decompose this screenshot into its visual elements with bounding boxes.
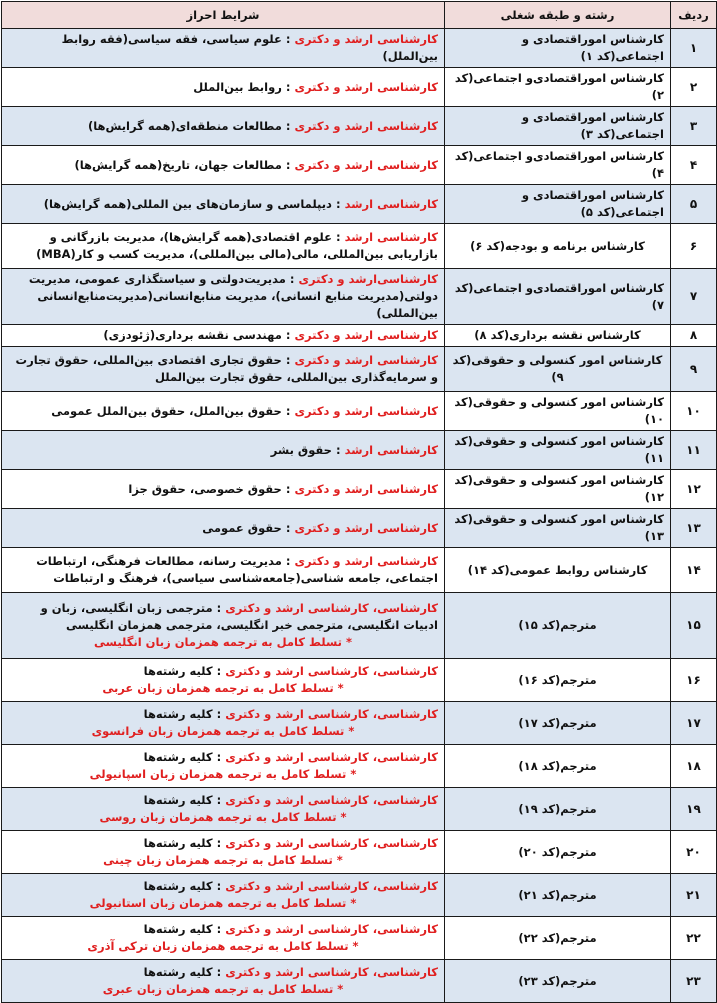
job-title: کارشناس برنامه و بودجه(کد ۶) — [445, 224, 671, 269]
separator: : — [331, 230, 345, 244]
table-row — [2, 702, 717, 745]
field-of-study: مهندسی نقشه برداری(ژئودزی) — [103, 328, 282, 342]
row-number: ۱۰ — [671, 392, 717, 431]
separator: : — [212, 750, 226, 764]
requirements-cell — [2, 874, 445, 917]
field-of-study: حقوق عمومی — [202, 520, 282, 535]
row-number: ۶ — [671, 224, 717, 269]
job-title: مترجم(کد ۱۶) — [445, 659, 671, 702]
requirements-cell — [2, 29, 445, 68]
job-title: کارشناس امور کنسولی و حقوقی(کد ۱۱) — [445, 431, 671, 470]
degree-level: کارشناسی ارشد — [344, 442, 438, 457]
requirements-cell — [2, 960, 445, 1003]
row-number: ۱۱ — [671, 431, 717, 470]
row-number: ۹ — [671, 347, 717, 392]
language-requirement-note: * تسلط کامل به ترجمه همزمان زبان روسی — [99, 810, 347, 824]
field-of-study: حقوق تجاری اقتصادی بین‌المللی، حقوق تجارت و سرمایه‌گذاری بین‌المللی، حقوق تجارت بین‌الملل — [15, 353, 438, 384]
table-row — [2, 917, 717, 960]
degree-level: کارشناسی ارشد و دکتری — [294, 118, 438, 133]
degree-level: کارشناسی ارشد و دکتری — [294, 157, 438, 172]
job-title: مترجم(کد ۱۷) — [445, 702, 671, 745]
table-row — [2, 107, 717, 146]
table-row — [2, 659, 717, 702]
field-of-study: کلیه رشته‌ها — [143, 965, 213, 979]
degree-level: کارشناسی، کارشناسی ارشد و دکتری — [225, 601, 438, 615]
degree-level: کارشناسی ارشد و دکتری — [294, 79, 438, 94]
row-number: ۲ — [671, 68, 717, 107]
field-of-study: مترجمی زبان انگلیسی، زبان و ادبیات انگلیسی، مترجمی خبر انگلیسی، مترجمی همزمان انگلیسی — [40, 601, 438, 632]
requirements-cell — [2, 347, 445, 392]
separator: : — [212, 793, 226, 807]
field-of-study: مدیریت‌دولتی و سیاستگذاری عمومی، مدیریت دولتی(مدیریت منابع انسانی)، مدیریت منابع‌انسانی(مدیریت‌منابع‌انسانی بین‌المللی) — [28, 272, 438, 320]
separator: : — [281, 520, 295, 535]
language-requirement-note: * تسلط کامل به ترجمه همزمان زبان ترکی آذری — [87, 939, 359, 953]
row-number: ۱۲ — [671, 470, 717, 509]
job-title: کارشناس امور کنسولی و حقوقی(کد ۹) — [445, 347, 671, 392]
job-title: مترجم(کد ۱۵) — [445, 593, 671, 659]
job-title: مترجم(کد ۱۹) — [445, 788, 671, 831]
field-of-study: حقوق بین‌الملل، حقوق بین‌الملل عمومی — [51, 403, 282, 418]
requirements-cell — [2, 431, 445, 470]
separator: : — [212, 965, 226, 979]
separator: : — [281, 157, 295, 172]
row-number: ۴ — [671, 146, 717, 185]
separator: : — [331, 442, 345, 457]
row-number: ۲۲ — [671, 917, 717, 960]
separator: : — [212, 879, 226, 893]
separator: : — [281, 118, 295, 133]
job-title: کارشناس اموراقتصادی و اجتماعی(کد ۳) — [445, 107, 671, 146]
separator: : — [281, 403, 295, 418]
language-requirement-note: * تسلط کامل به ترجمه همزمان زبان استانبولی — [89, 896, 357, 910]
row-number: ۵ — [671, 185, 717, 224]
requirements-cell — [2, 917, 445, 960]
requirements-cell — [2, 659, 445, 702]
degree-level: کارشناسی، کارشناسی ارشد و دکتری — [225, 793, 438, 807]
table-row — [2, 509, 717, 548]
degree-level: کارشناسی ارشد و دکتری — [294, 353, 438, 367]
header-row — [2, 2, 717, 29]
requirements-cell — [2, 146, 445, 185]
field-of-study: حقوق بشر — [270, 442, 332, 457]
table-row — [2, 146, 717, 185]
job-title: کارشناس اموراقتصادی و اجتماعی(کد ۱) — [445, 29, 671, 68]
degree-level: کارشناسی، کارشناسی ارشد و دکتری — [225, 750, 438, 764]
field-of-study: کلیه رشته‌ها — [143, 750, 213, 764]
requirements-cell — [2, 224, 445, 269]
job-title: کارشناس اموراقتصادی‌و اجتماعی(کد ۷) — [445, 269, 671, 325]
degree-level: کارشناسی ارشد — [344, 196, 438, 211]
table-row — [2, 68, 717, 107]
row-number: ۱۵ — [671, 593, 717, 659]
separator: : — [212, 601, 226, 615]
job-title: مترجم(کد ۲۰) — [445, 831, 671, 874]
degree-level: کارشناسی ارشد و دکتری — [294, 32, 438, 46]
row-number: ۲۳ — [671, 960, 717, 1003]
row-number: ۱ — [671, 29, 717, 68]
field-of-study: کلیه رشته‌ها — [143, 879, 213, 893]
degree-level: کارشناسی، کارشناسی ارشد و دکتری — [225, 836, 438, 850]
language-requirement-note: * تسلط کامل به ترجمه همزمان زبان عبری — [102, 982, 344, 996]
separator: : — [281, 328, 295, 342]
job-title: کارشناس امور کنسولی و حقوقی(کد ۱۰) — [445, 392, 671, 431]
separator: : — [281, 353, 295, 367]
field-of-study: کلیه رشته‌ها — [143, 922, 213, 936]
header-row-number: ردیف — [671, 2, 717, 29]
job-title: کارشناس روابط عمومی(کد ۱۴) — [445, 548, 671, 593]
degree-level: کارشناسی، کارشناسی ارشد و دکتری — [225, 707, 438, 721]
job-title: مترجم(کد ۱۸) — [445, 745, 671, 788]
degree-level: کارشناسی، کارشناسی ارشد و دکتری — [225, 879, 438, 893]
table-row — [2, 788, 717, 831]
requirements-cell — [2, 392, 445, 431]
job-title: مترجم(کد ۲۱) — [445, 874, 671, 917]
row-number: ۲۰ — [671, 831, 717, 874]
degree-level: کارشناسی، کارشناسی ارشد و دکتری — [225, 922, 438, 936]
job-title: کارشناس اموراقتصادی‌و اجتماعی(کد ۴) — [445, 146, 671, 185]
language-requirement-note: * تسلط کامل به ترجمه همزمان زبان عربی — [102, 681, 344, 695]
table-row — [2, 431, 717, 470]
degree-level: کارشناسی ارشد و دکتری — [294, 481, 438, 496]
field-of-study: کلیه رشته‌ها — [143, 836, 213, 850]
separator: : — [212, 664, 226, 678]
degree-level: کارشناسی ارشد و دکتری — [294, 554, 438, 568]
separator: : — [212, 836, 226, 850]
row-number: ۱۸ — [671, 745, 717, 788]
separator: : — [281, 79, 295, 94]
degree-level: کارشناسی‌ارشد و دکتری — [298, 272, 438, 286]
requirements-cell — [2, 788, 445, 831]
degree-level: کارشناسی ارشد و دکتری — [294, 328, 438, 342]
table-row — [2, 347, 717, 392]
degree-level: کارشناسی ارشد و دکتری — [294, 520, 438, 535]
language-requirement-note: * تسلط کامل به ترجمه همزمان زبان فرانسوی — [91, 724, 355, 738]
requirements-cell — [2, 269, 445, 325]
table-row — [2, 831, 717, 874]
table-row — [2, 185, 717, 224]
table-row — [2, 874, 717, 917]
language-requirement-note: * تسلط کامل به ترجمه همزمان زبان اسپانیولی — [89, 767, 357, 781]
row-number: ۱۴ — [671, 548, 717, 593]
row-number: ۲۱ — [671, 874, 717, 917]
table-row — [2, 593, 717, 659]
separator: : — [281, 481, 295, 496]
requirements-cell — [2, 745, 445, 788]
row-number: ۱۳ — [671, 509, 717, 548]
table-row — [2, 325, 717, 347]
separator: : — [281, 32, 295, 46]
separator: : — [212, 922, 226, 936]
job-title: مترجم(کد ۲۲) — [445, 917, 671, 960]
row-number: ۸ — [671, 325, 717, 347]
job-title: مترجم(کد ۲۳) — [445, 960, 671, 1003]
language-requirement-note: * تسلط کامل به ترجمه همزمان زبان چینی — [103, 853, 343, 867]
requirements-cell — [2, 68, 445, 107]
field-of-study: مطالعات جهان، تاریخ(همه گرایش‌ها) — [74, 157, 282, 172]
row-number: ۱۶ — [671, 659, 717, 702]
table-body — [2, 29, 717, 1003]
field-of-study: مطالعات منطقه‌ای(همه گرایش‌ها) — [87, 118, 282, 133]
job-title: کارشناس امور کنسولی و حقوقی(کد ۱۲) — [445, 470, 671, 509]
field-of-study: علوم سیاسی، فقه سیاسی(فقه روابط بین‌الملل) — [61, 32, 438, 63]
table-row — [2, 745, 717, 788]
degree-level: کارشناسی، کارشناسی ارشد و دکتری — [225, 664, 438, 678]
row-number: ۷ — [671, 269, 717, 325]
degree-level: کارشناسی ارشد و دکتری — [294, 403, 438, 418]
field-of-study: دیپلماسی و سازمان‌های بین المللی(همه گرایش‌ها) — [43, 196, 332, 211]
field-of-study: روابط بین‌الملل — [193, 79, 282, 94]
separator: : — [331, 196, 345, 211]
requirements-cell — [2, 702, 445, 745]
requirements-cell — [2, 185, 445, 224]
degree-level: کارشناسی، کارشناسی ارشد و دکتری — [225, 965, 438, 979]
degree-level: کارشناسی ارشد — [344, 230, 438, 244]
table-row — [2, 392, 717, 431]
row-number: ۳ — [671, 107, 717, 146]
field-of-study: کلیه رشته‌ها — [143, 664, 213, 678]
requirements-cell — [2, 548, 445, 593]
requirements-cell — [2, 107, 445, 146]
job-title: کارشناس اموراقتصادی و اجتماعی(کد ۵) — [445, 185, 671, 224]
job-title: کارشناس امور کنسولی و حقوقی(کد ۱۳) — [445, 509, 671, 548]
job-title: کارشناس نقشه برداری(کد ۸) — [445, 325, 671, 347]
header-job-title: رشته و طبقه شغلی — [445, 2, 671, 29]
table-row — [2, 224, 717, 269]
table-row — [2, 269, 717, 325]
requirements-cell — [2, 325, 445, 347]
separator: : — [212, 707, 226, 721]
requirements-cell — [2, 831, 445, 874]
row-number: ۱۹ — [671, 788, 717, 831]
separator: : — [281, 554, 295, 568]
field-of-study: حقوق خصوصی، حقوق جزا — [128, 481, 282, 496]
row-number: ۱۷ — [671, 702, 717, 745]
requirements-cell — [2, 470, 445, 509]
field-of-study: علوم اقتصادی(همه گرایش‌ها)، مدیریت بازرگانی و بازاریابی بین‌المللی، مالی(مالی بین‌المللی)، مدیریت کسب و کار(MBA) — [36, 230, 438, 261]
field-of-study: مدیریت رسانه، مطالعات فرهنگی، ارتباطات اجتماعی، جامعه شناسی(جامعه‌شناسی سیاسی)، فرهنگ و ارتباطات — [36, 554, 438, 585]
header-requirements: شرایط احراز — [2, 2, 445, 29]
requirements-table — [1, 1, 717, 1003]
table-row — [2, 470, 717, 509]
separator: : — [285, 272, 299, 286]
field-of-study: کلیه رشته‌ها — [143, 707, 213, 721]
job-title: کارشناس اموراقتصادی‌و اجتماعی(کد ۲) — [445, 68, 671, 107]
table-row — [2, 548, 717, 593]
table-row — [2, 960, 717, 1003]
requirements-cell — [2, 593, 445, 659]
table-row — [2, 29, 717, 68]
requirements-cell — [2, 509, 445, 548]
language-requirement-note: * تسلط کامل به ترجمه همزمان زبان انگلیسی — [93, 635, 353, 649]
field-of-study: کلیه رشته‌ها — [143, 793, 213, 807]
